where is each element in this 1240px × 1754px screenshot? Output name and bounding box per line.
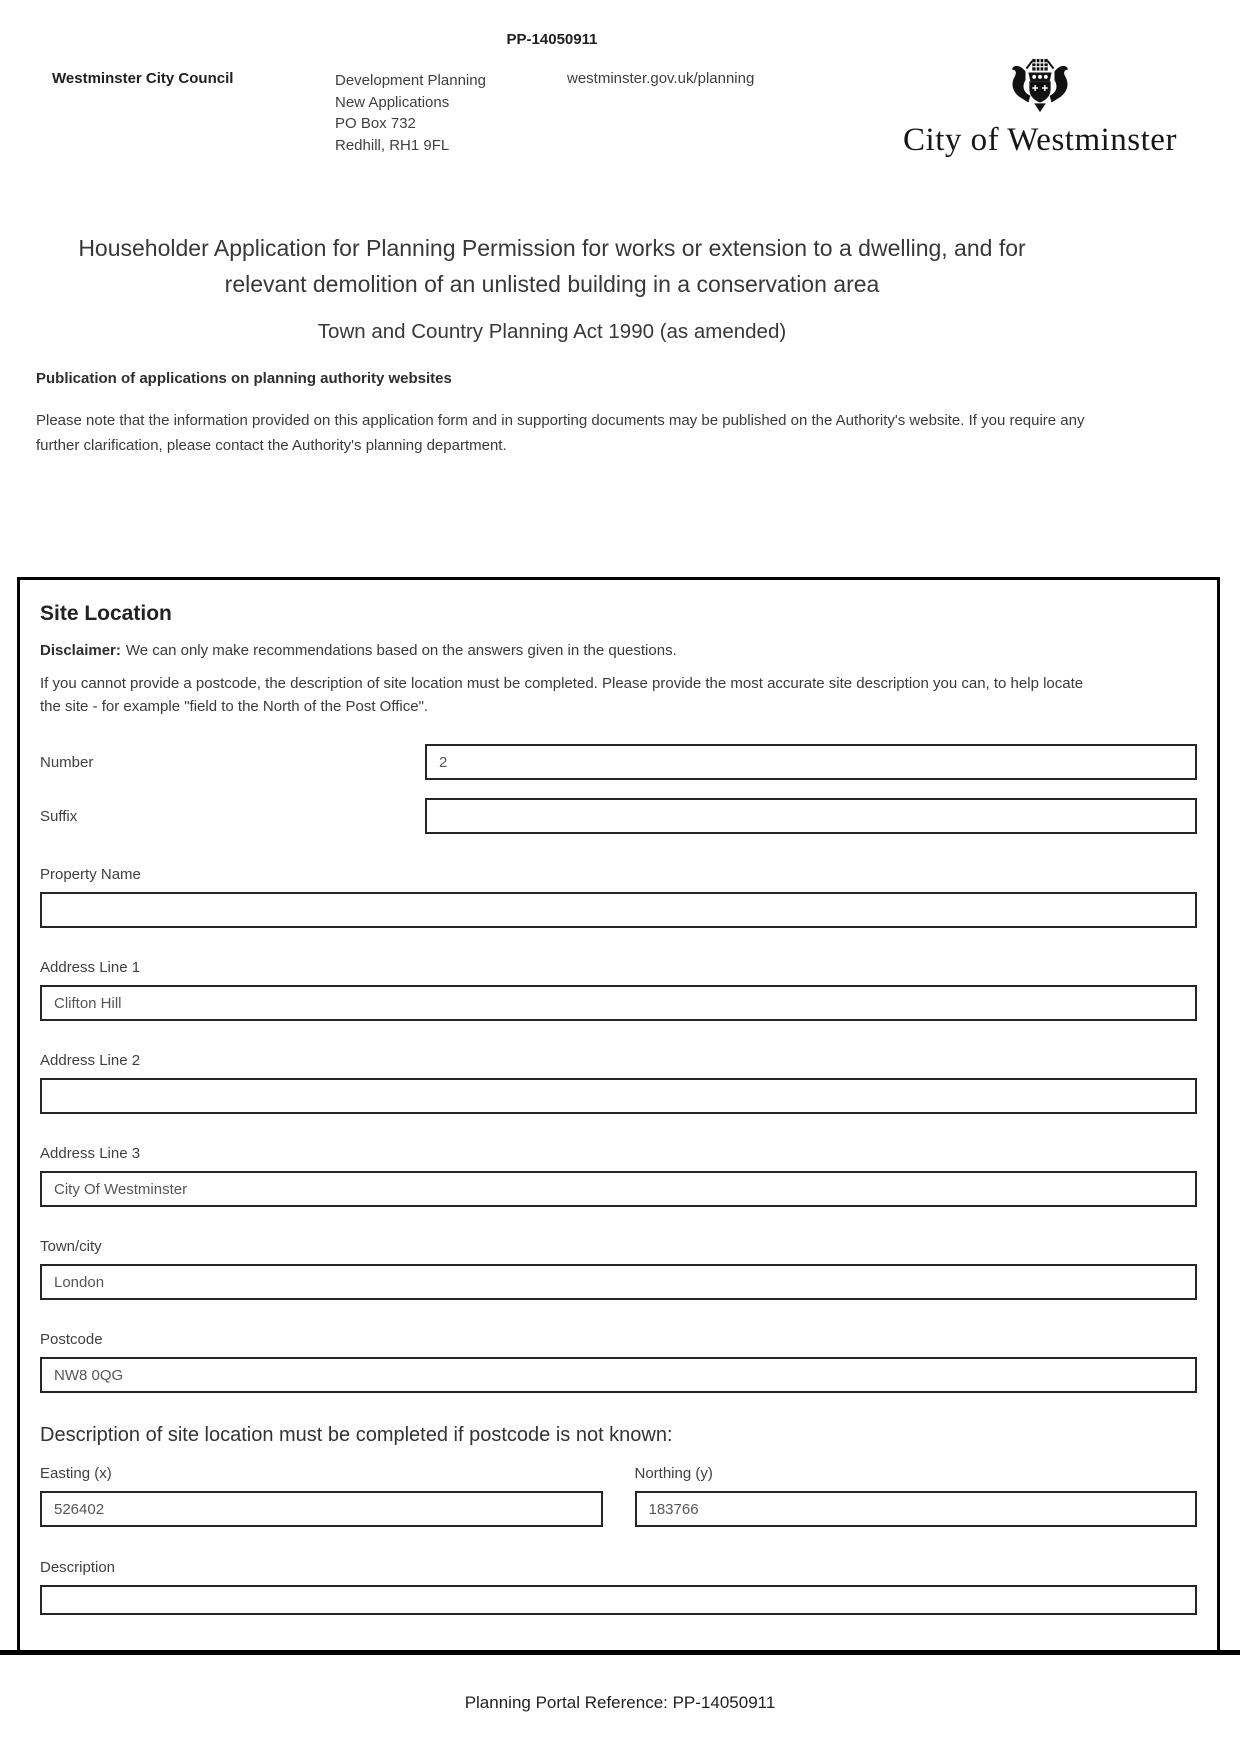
address-line: Development Planning <box>335 72 486 89</box>
field-town-city <box>40 1238 1197 1300</box>
easting-input[interactable] <box>40 1491 603 1527</box>
council-website: westminster.gov.uk/planning <box>567 70 755 87</box>
disclaimer-body: We can only make recommendations based on the answers given in the questions. <box>125 642 677 659</box>
description-label: Description <box>40 1559 116 1576</box>
postcode-label: Postcode <box>40 1331 103 1348</box>
field-address-line-1 <box>40 959 1197 1021</box>
address-line-3-label: Address Line 3 <box>40 1145 141 1162</box>
field-postcode <box>40 1331 1197 1393</box>
coordinates-row <box>40 1465 1197 1527</box>
town-city-input[interactable] <box>40 1264 1197 1300</box>
act-subtitle: Town and Country Planning Act 1990 (as amended) <box>317 320 787 343</box>
form-title <box>2 230 1102 302</box>
form-title-line1: Householder Application for Planning Permission for works or extension to a dwelling, and for <box>78 235 1026 261</box>
northing-input[interactable] <box>635 1491 1198 1527</box>
field-property-name <box>40 866 1197 928</box>
postcode-input[interactable] <box>40 1357 1197 1393</box>
description-input[interactable] <box>40 1585 1197 1615</box>
field-easting <box>40 1465 603 1527</box>
address-line-2-input[interactable] <box>40 1078 1197 1114</box>
publication-body: Please note that the information provided on this application form and in supporting documents may be published on the Authority's website. If you require any further clarification, please contact the Authority's planning department. <box>36 412 1085 454</box>
suffix-label: Suffix <box>40 807 78 825</box>
address-line-1-input[interactable] <box>40 985 1197 1021</box>
property-name-input[interactable] <box>40 892 1197 928</box>
pp-reference: PP-14050911 <box>506 31 598 48</box>
property-name-label: Property Name <box>40 866 141 883</box>
site-location-section <box>17 577 1220 1653</box>
disclaimer-text <box>40 642 1197 659</box>
page-break-divider <box>0 1650 1240 1655</box>
description-requirement-heading: Description of site location must be completed if postcode is not known: <box>40 1424 673 1446</box>
northing-label: Northing (y) <box>634 1465 713 1482</box>
city-of-westminster-crest-icon <box>1009 58 1071 116</box>
council-name: Westminster City Council <box>52 70 234 87</box>
address-line: Redhill, RH1 9FL <box>335 136 450 154</box>
disclaimer-label: Disclaimer: <box>40 642 121 659</box>
easting-label: Easting (x) <box>40 1465 112 1482</box>
logo-wordmark: City of Westminster <box>903 122 1177 158</box>
field-address-line-3 <box>40 1145 1197 1207</box>
publication-heading: Publication of applications on planning authority websites <box>36 370 452 387</box>
address-line: New Applications <box>335 93 450 111</box>
field-description <box>40 1559 1197 1615</box>
planning-portal-reference: Planning Portal Reference: PP-14050911 <box>464 1693 776 1712</box>
town-city-label: Town/city <box>40 1238 102 1255</box>
address-line-1-label: Address Line 1 <box>40 959 141 976</box>
section-title: Site Location <box>40 602 172 625</box>
field-row-number <box>40 744 1197 780</box>
form-title-line2: relevant demolition of an unlisted building in a conservation area <box>224 271 880 297</box>
number-label: Number <box>40 753 94 771</box>
field-northing <box>635 1465 1198 1527</box>
address-line-2-label: Address Line 2 <box>40 1052 141 1069</box>
field-row-suffix <box>40 798 1197 834</box>
city-of-westminster-logo <box>880 58 1200 159</box>
field-address-line-2 <box>40 1052 1197 1114</box>
number-input[interactable] <box>425 744 1197 780</box>
department-address <box>335 70 486 156</box>
postcode-instructions: If you cannot provide a postcode, the description of site location must be completed. Please provide the most accurate site description you can, to help locate the site - for example "field to the North of the Post Office". <box>40 675 1084 715</box>
address-line: PO Box 732 <box>335 115 416 132</box>
address-line-3-input[interactable] <box>40 1171 1197 1207</box>
suffix-input[interactable] <box>425 798 1197 834</box>
